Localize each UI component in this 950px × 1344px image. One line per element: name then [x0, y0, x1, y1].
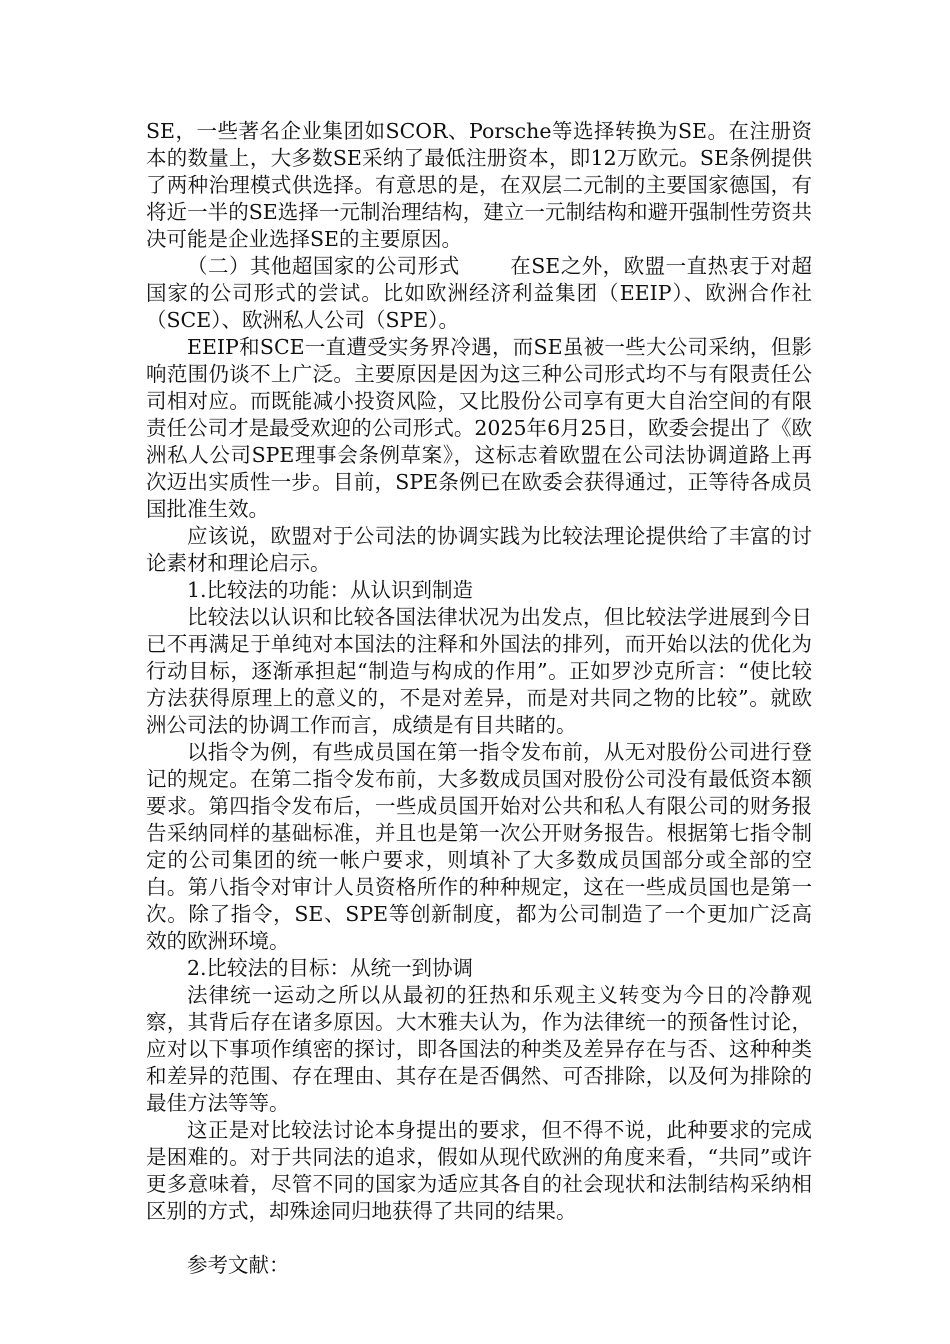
paragraph-other-forms	[146, 253, 812, 334]
subheading-goal: 2.比较法的目标：从统一到协调	[187, 956, 474, 980]
subheading-function: 1.比较法的功能：从认识到制造	[187, 578, 474, 602]
section-heading-other-forms: （二）其他超国家的公司形式	[187, 254, 460, 278]
paragraph-directives: 以指令为例，有些成员国在第一指令发布前，从无对股份公司进行登记的规定。在第二指令发布前，大多数成员国对股份公司没有最低资本额要求。第四指令发布后，一些成员国开始对公共和私人有限公司的财务报告采纳同样的基础标准，并且也是第一次公开财务报告。根据第七指令制定的公司集团的统一帐户要求，则填补了大多数成员国部分或全部的空白。第八指令对审计人员资格所作的种种规定，这在一些成员国也是第一次。除了指令，SE、SPE等创新制度，都为公司制造了一个更加广泛高效的欧洲环境。	[146, 740, 812, 953]
paragraph-theory-summary: 应该说，欧盟对于公司法的协调实践为比较法理论提供给了丰富的讨论素材和理论启示。	[146, 524, 812, 575]
paragraph-eeip-sce: EEIP和SCE一直遭受实务界冷遇，而SE虽被一些大公司采纳，但影响范围仍谈不上广泛。主要原因是因为这三种公司形式均不与有限责任公司相对应。而既能减小投资风险，又比股份公司享有更大自治空间的有限责任公司才是最受欢迎的公司形式。2025年6月25日，欧委会提出了《欧洲私人公司SPE理事会条例草案》，这标志着欧盟在公司法协调道路上再次迈出实质性一步。目前，SPE条例已在欧委会获得通过，正等待各成员国批准生效。	[146, 335, 812, 521]
paragraph-se-adoption: SE，一些著名企业集团如SCOR、Porsche等选择转换为SE。在注册资本的数量上，大多数SE采纳了最低注册资本，即12万欧元。SE条例提供了两种治理模式供选择。有意思的是，在双层二元制的主要国家德国，有将近一半的SE选择一元制治理结构，建立一元制结构和避开强制性劳资共决可能是企业选择SE的主要原因。	[146, 119, 812, 251]
paragraph-other-forms-body: 在SE之外，欧盟一直热衷于对超国家的公司形式的尝试。比如欧洲经济利益集团（EEIP）、欧洲合作社（SCE）、欧洲私人公司（SPE）。	[146, 254, 813, 332]
document-body	[146, 118, 812, 1279]
paragraph-unification: 法律统一运动之所以从最初的狂热和乐观主义转变为今日的冷静观察，其背后存在诸多原因。大木雅夫认为，作为法律统一的预备性讨论，应对以下事项作缜密的探讨，即各国法的种类及差异存在与否、这种种类和差异的范围、存在理由、其存在是否偶然、可否排除，以及何为排除的最佳方法等等。	[146, 983, 812, 1115]
paragraph-comparative-law: 比较法以认识和比较各国法律状况为出发点，但比较法学进展到今日已不再满足于单纯对本国法的注释和外国法的排列，而开始以法的优化为行动目标，逐渐承担起“制造与构成的作用”。正如罗沙克所言：“使比较方法获得原理上的意义的，不是对差异，而是对共同之物的比较”。就欧洲公司法的协调工作而言，成绩是有目共睹的。	[146, 605, 812, 737]
references-label: 参考文献：	[187, 1253, 290, 1277]
paragraph-coordination: 这正是对比较法讨论本身提出的要求，但不得不说，此种要求的完成是困难的。对于共同法的追求，假如从现代欧洲的角度来看，“共同”或许更多意味着，尽管不同的国家为适应其各自的社会现状和法制结构采纳相区别的方式，却殊途同归地获得了共同的结果。	[146, 1118, 812, 1223]
